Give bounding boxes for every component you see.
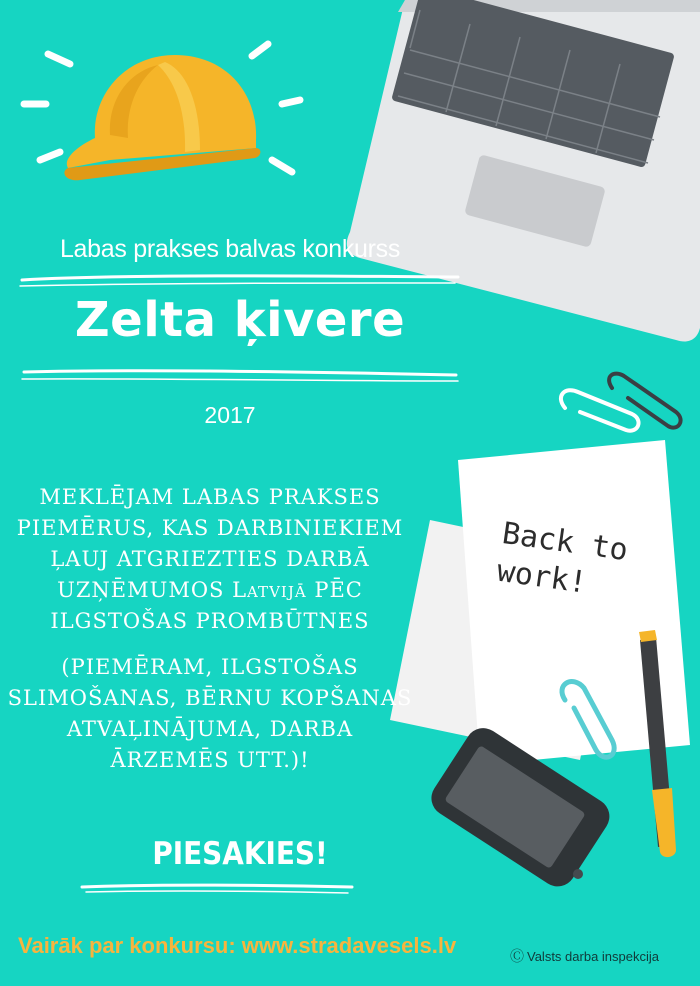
note-text: Back to work!	[494, 515, 631, 601]
message-line: ĻAUJ ATGRIEZTIES DARBĀ	[50, 547, 370, 571]
apply-call-to-action: PIESAKIES!	[152, 836, 328, 872]
paper-sheets	[390, 440, 690, 765]
examples-block	[0, 652, 420, 776]
message-line: UZŅĒMUMOS Latvijā PĒC	[57, 578, 363, 602]
copyright-icon: Ⓒ	[510, 948, 524, 964]
message-line: ILGSTOŠAS PROMBŪTNES	[50, 609, 370, 633]
example-line: ĀRZEMĒS UTT.)!	[110, 748, 310, 772]
example-line: SLIMOŠANAS, BĒRNU KOPŠANAS	[7, 686, 413, 710]
example-line: (PIEMĒRAM, ILGSTOŠAS	[61, 655, 359, 679]
contest-title: Zelta ķivere	[74, 292, 406, 348]
credit-label: Valsts darba inspekcija	[527, 949, 659, 964]
contest-subtitle: Labas prakses balvas konkurss	[59, 235, 401, 263]
credit	[510, 946, 659, 966]
laptop-icon	[347, 0, 700, 342]
example-line: ATVAĻINĀJUMA, DARBA	[66, 717, 354, 741]
message-line: MEKLĒJAM LABAS PRAKSES	[39, 485, 381, 509]
hard-hat-icon	[64, 55, 260, 180]
footer-link[interactable]: Vairāk par konkursu: www.stradavesels.lv	[18, 933, 457, 958]
message-line: PIEMĒRUS, KAS DARBINIEKIEM	[16, 516, 404, 540]
contest-year: 2017	[204, 402, 256, 428]
message-block	[0, 482, 420, 637]
